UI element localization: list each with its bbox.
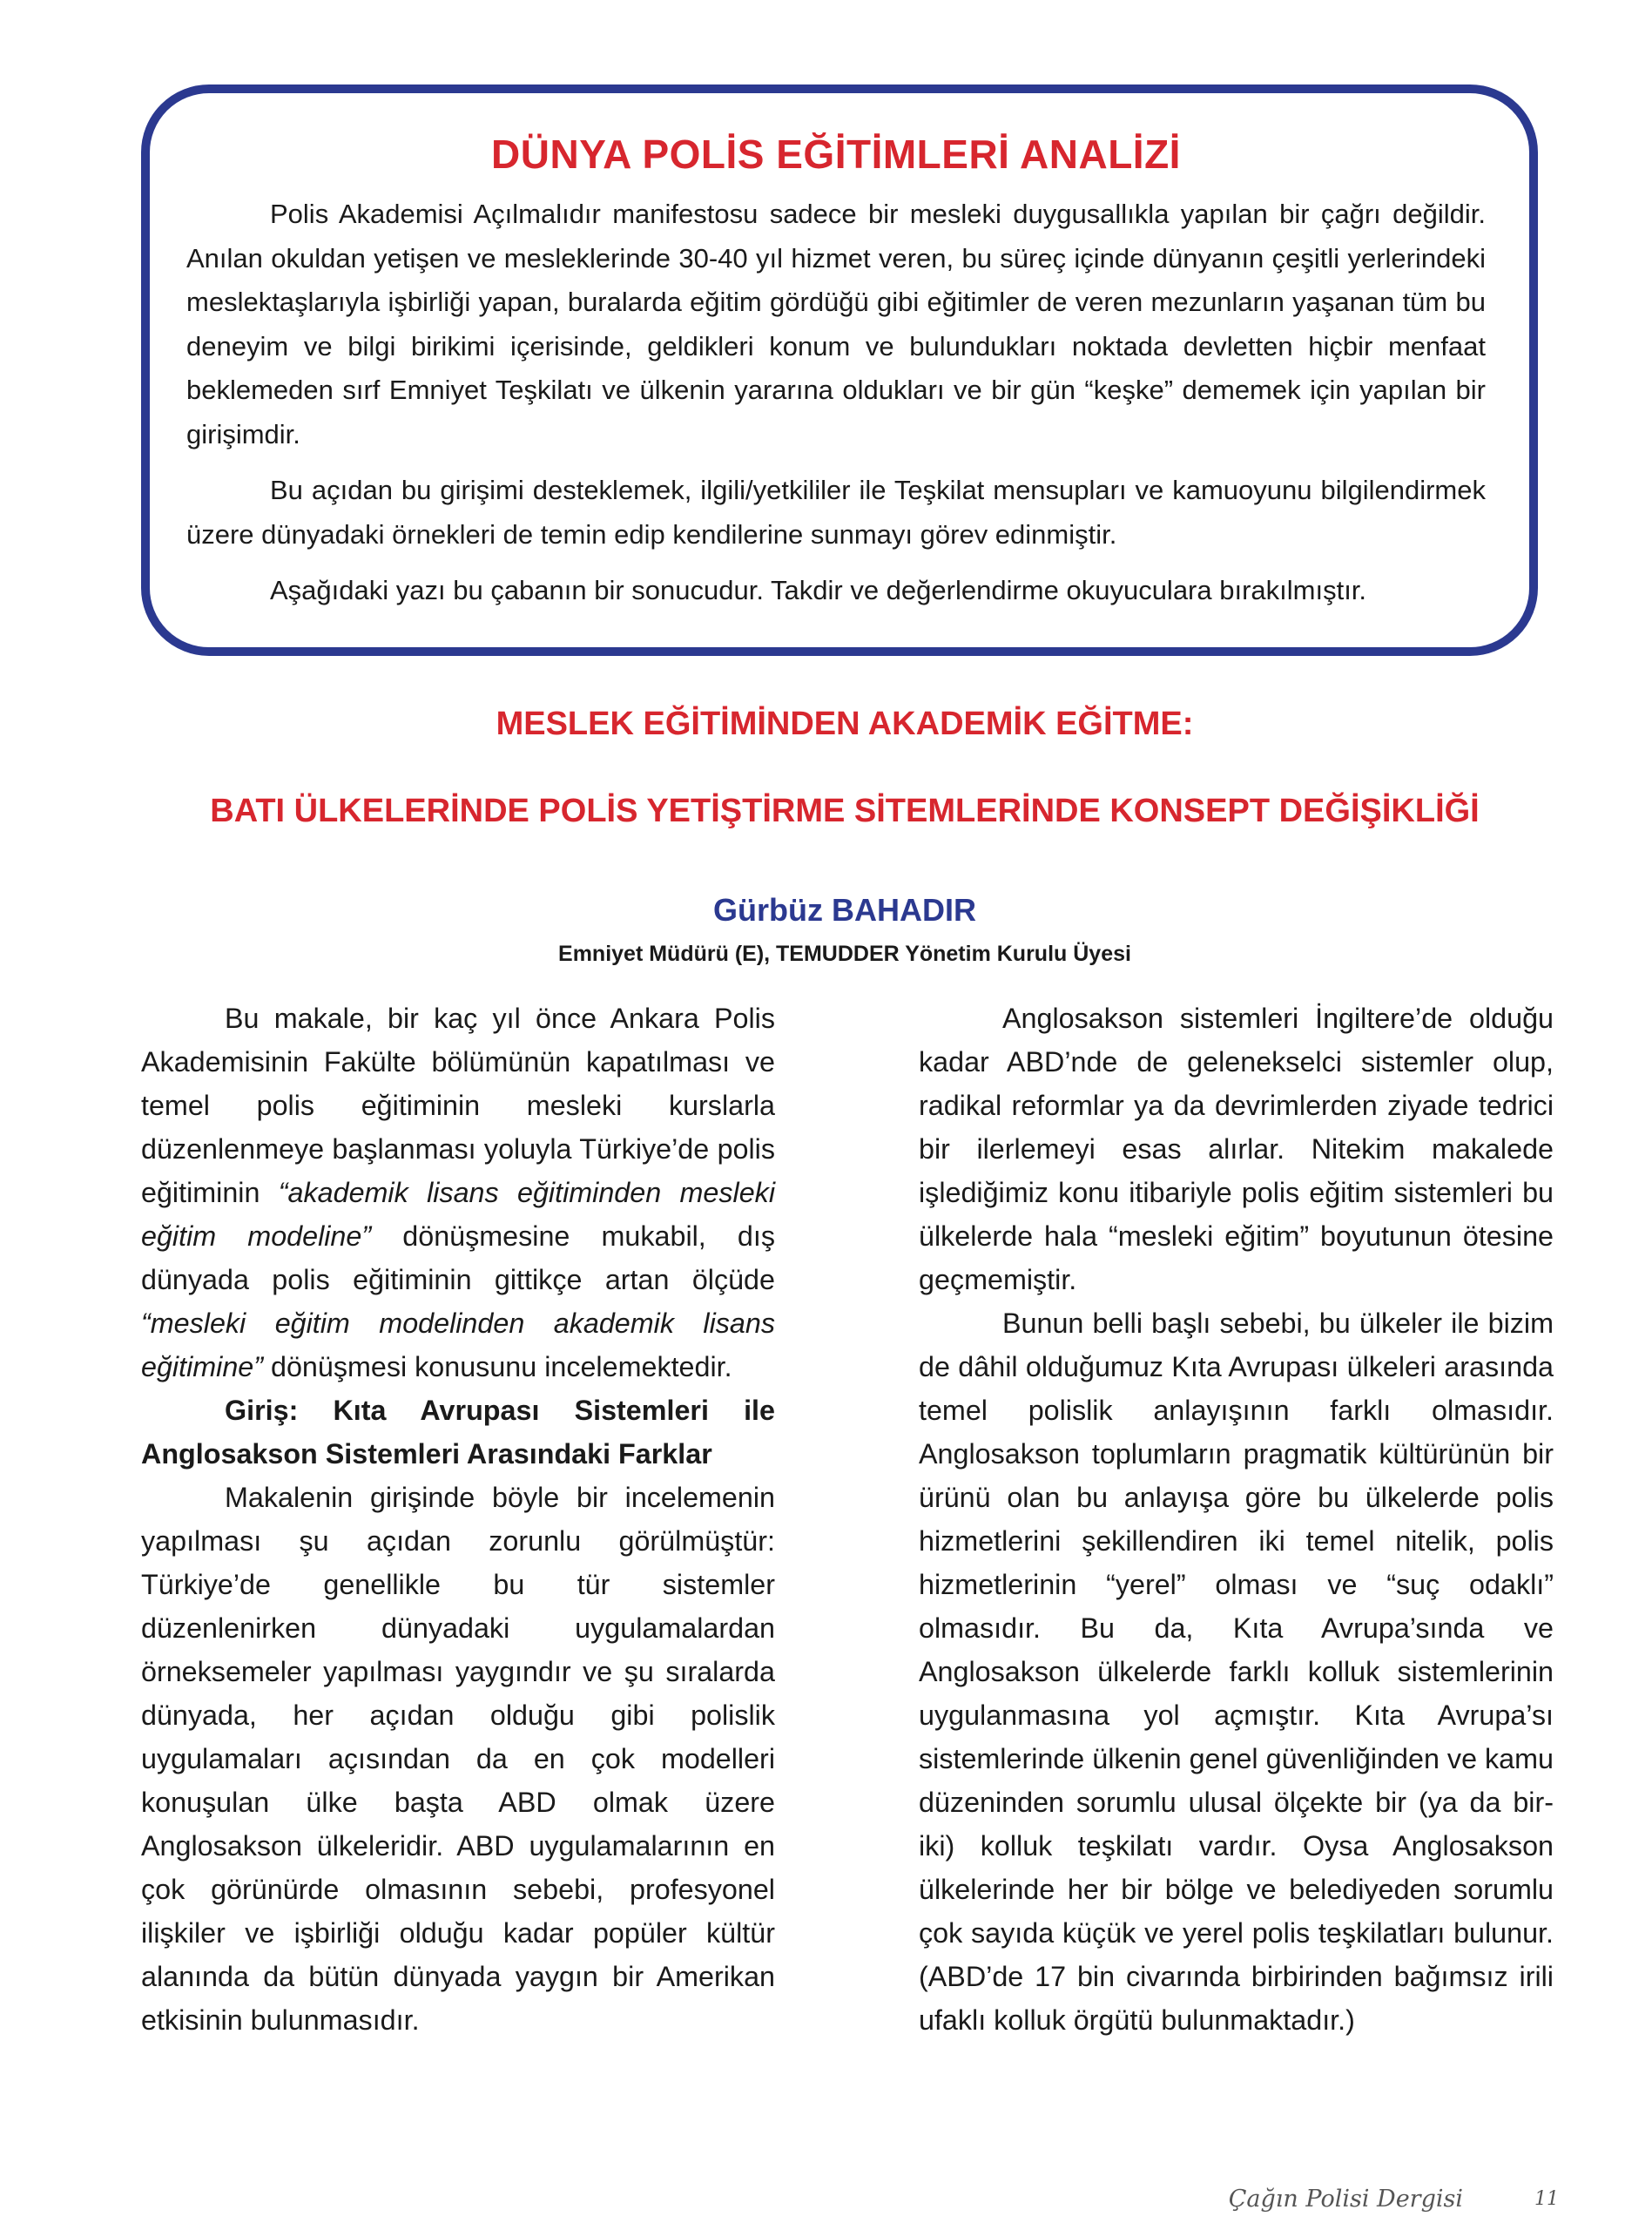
section-subheading: Giriş: Kıta Avrupası Sistemleri ile Anglosakson Sistemleri Arasındaki Farklar xyxy=(141,1395,775,1470)
italic-quote: “akademik lisans eğitiminden mesleki eğitim modeline” xyxy=(141,1177,776,1252)
text-run: Bu makale, bir kaç yıl önce Ankara Polis Akademisinin Fakülte bölümünün kapatılması ve temel polis eğitiminin mesleki kurslarla düzenlenmeye başlanması yoluyla Türkiye’de polis eğitiminin xyxy=(141,1003,775,1208)
footer-page-number: 11 xyxy=(1534,2188,1559,2210)
right-paragraph-2: Bunun belli başlı sebebi, bu ülkeler ile bizim de dâhil olduğumuz Kıta Avrupası ülkeleri arasında temel polislik anlayışının farklı olmasıdır. Anglosakson toplumların pragmatik kültürünün bir ürünü olan bu anlayışa göre bu ülkelerde polis hizmetlerini şekillendiren iki temel nitelik, polis hizmetlerinin “yerel” olması ve “suç odaklı” olmasıdır. Bu da, Kıta Avrupa’sında ve Anglosakson ülkelerde farklı kolluk sistemlerinin uygulanmasına yol açmıştır. Kıta Avrupa’sı sistemlerinde ülkenin genel güvenliğinden ve kamu düzeninden sorumlu ulusal ölçekte bir (ya da bir-iki) kolluk teşkilatı vardır. Oysa Anglosakson ülkelerinde her bir bölge ve belediyeden sorumlu çok sayıda küçük ve yerel polis teşkilatları bulunur. (ABD’de 17 bin civarında birbirinden bağımsız irili ufaklı kolluk örgütü bulunmaktadır.) xyxy=(919,1308,1554,2036)
left-paragraph-1 xyxy=(141,997,775,1389)
intro-paragraph: Bu açıdan bu girişimi desteklemek, ilgili/yetkililer ile Teşkilat mensupları ve kamuoyunu bilgilendirmek üzere dünyadaki örnekleri de temin edip kendilerine sunmayı görev edinmiştir. xyxy=(186,475,1486,550)
footer-magazine-name: Çağın Polisi Dergisi xyxy=(1228,2186,1463,2213)
italic-quote: “mesleki eğitim modelinden akademik lisans eğitimine” xyxy=(141,1308,775,1382)
intro-paragraph: Aşağıdaki yazı bu çabanın bir sonucudur. Takdir ve değerlendirme okuyuculara bırakılmıştır. xyxy=(270,575,1367,605)
right-column xyxy=(919,997,1554,2042)
text-run: dönüşmesine mukabil, dış dünyada polis eğitiminin gittikçe artan ölçüde xyxy=(141,1220,776,1295)
text-run: dönüşmesi konusunu incelemektedir. xyxy=(263,1351,732,1382)
left-paragraph-2: Makalenin girişinde böyle bir incelemenin yapılması şu açıdan zorunlu görülmüştür: Türkiye’de genellikle bu tür sistemler düzenlenirken dünyadaki uygulamalardan örneksemeler yapılması yaygındır ve şu sıralarda dünyada, her açıdan olduğu gibi polislik uygulamaları açısından da en çok modelleri konuşulan ülke başta ABD olmak üzere Anglosakson ülkeleridir. ABD uygulamalarının en çok görünürde olmasının sebebi, profesyonel ilişkiler ve işbirliği olduğu kadar popüler kültür alanında da bütün dünyada yaygın bir Amerikan etkisinin bulunmasıdır. xyxy=(141,1482,775,2036)
intro-box xyxy=(141,84,1538,656)
intro-paragraph: Polis Akademisi Açılmalıdır manifestosu sadece bir mesleki duygusallıkla yapılan bir çağrı değildir. Anılan okuldan yetişen ve mesleklerinde 30-40 yıl hizmet veren, bu süreç içinde dünyanın çeşitli yerlerindeki meslektaşlarıyla işbirliği yapan, buralarda eğitim gördüğü gibi eğitimler de veren mezunların yaşanan tüm bu deneyim ve bilgi birikimi içerisinde, geldikleri konum ve bulundukları noktada devletten hiçbir menfaat beklemeden sırf Emniyet Teşkilatı ve ülkenin yararına oldukları ve bir gün “keşke” dememek için yapılan bir girişimdir. xyxy=(186,199,1486,449)
author-name: Gürbüz BAHADIR xyxy=(713,892,976,928)
left-column xyxy=(141,997,775,2042)
intro-title: DÜNYA POLİS EĞİTİMLERİ ANALİZİ xyxy=(491,132,1181,177)
right-paragraph-1: Anglosakson sistemleri İngiltere’de olduğu kadar ABD’nde de gelenekselci sistemler olup, radikal reformlar ya da devrimlerden ziyade tedrici bir ilerlemeyi esas alırlar. Nitekim makalede işlediğimiz konu itibariyle polis eğitim sistemleri bu ülkelerde hala “mesleki eğitim” boyutunun ötesine geçmemiştir. xyxy=(919,1003,1554,1295)
article-heading-line1: MESLEK EĞİTİMİNDEN AKADEMİK EĞİTME: xyxy=(496,706,1194,742)
author-role: Emniyet Müdürü (E), TEMUDDER Yönetim Kurulu Üyesi xyxy=(558,942,1131,966)
article-heading-line2: BATI ÜLKELERİNDE POLİS YETİŞTİRME SİTEMLERİNDE KONSEPT DEĞİŞİKLİĞİ xyxy=(210,793,1480,829)
